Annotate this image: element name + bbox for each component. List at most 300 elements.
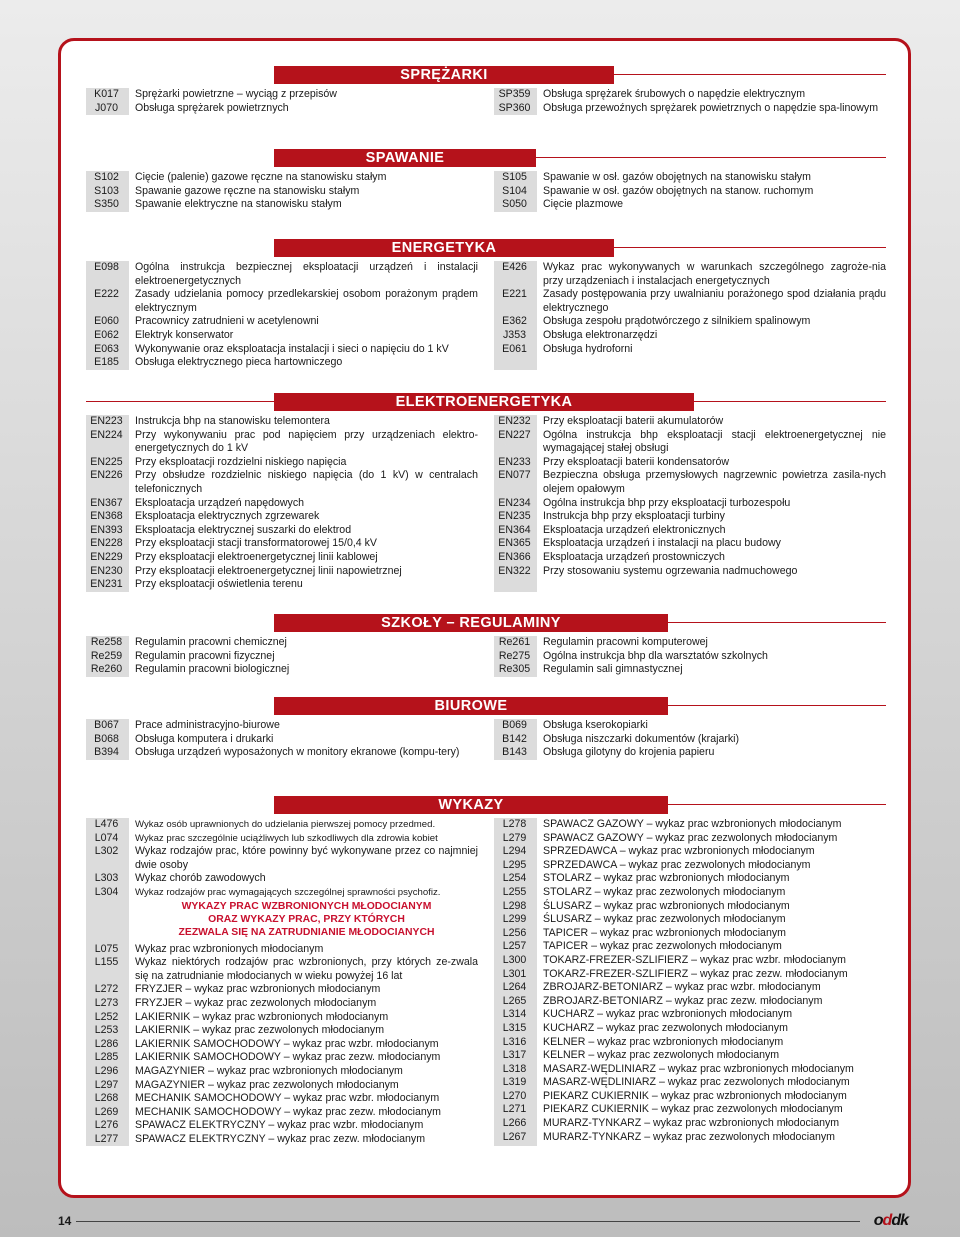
item-code: EN364 [498,523,531,536]
wykazy-left-column [86,818,478,1146]
item-title: Obsługa elektronarzędzi [543,328,658,341]
list-item [86,636,478,650]
list-item [86,329,478,343]
item-code: L155 [94,956,119,969]
item-title: Przy eksploatacji oświetlenia terenu [135,578,303,591]
item-code: SP359 [498,88,531,100]
item-code: L271 [502,1103,527,1116]
item-code: Re305 [498,663,531,676]
item-code: EN233 [498,455,531,468]
item-title: SPAWACZ GAZOWY – wykaz prac zezwolonych młodocianym [543,831,838,844]
list-item [494,913,886,927]
list-item [86,818,478,832]
item-code: E362 [502,315,527,328]
item-title: Obsługa sprężarek śrubowych o napędzie elektrycznym [543,88,806,100]
item-code: L255 [502,885,527,898]
list-item [86,1119,478,1133]
item-code: S103 [94,184,119,197]
item-code: E062 [94,328,119,341]
item-title: MAGAZYNIER – wykaz prac wzbronionych młodocianym [135,1064,403,1077]
list-item [494,886,886,900]
item-code: L254 [502,872,527,885]
list-item [494,636,886,650]
item-title: Spawanie elektryczne na stanowisku stałym [135,198,342,211]
item-title: Ogólna instrukcja bhp przy eksploatacji turbozespołu [543,496,791,509]
item-code: EN230 [90,564,123,577]
item-title: Obsługa gilotyny do krojenia papieru [543,746,715,759]
item-code: L253 [94,1024,119,1037]
item-code: L476 [94,818,119,830]
item-title: Regulamin pracowni komputerowej [543,636,708,648]
right-column [494,719,886,760]
item-title: Obsługa niszczarki dokumentów (krajarki) [543,732,740,745]
item-title: Zasady postępowania przy uwalnianiu porażonego spod działania prądu elektrycznego [543,288,886,314]
item-code: L295 [502,858,527,871]
list-item [494,1103,886,1117]
left-column [86,636,478,677]
item-title: SPAWACZ ELEKTRYCZNY – wykaz prac zezw. młodocianym [135,1132,426,1145]
item-title: Eksploatacja urządzeń elektronicznych [543,523,726,536]
item-title: KELNER – wykaz prac zezwolonych młodocianym [543,1049,780,1062]
item-title: TOKARZ-FREZER-SZLIFIERZ – wykaz prac zezw. młodocianym [543,967,848,980]
item-title: MURARZ-TYNKARZ – wykaz prac wzbronionych młodocianym [543,1117,840,1130]
list-item [494,469,886,496]
item-title: Eksploatacja urządzeń prostowniczych [543,550,725,563]
section-wykazy [86,796,886,1146]
list-item [494,954,886,968]
item-title: Obsługa sprężarek powietrznych [135,101,289,114]
item-title: MAGAZYNIER – wykaz prac zezwolonych młodocianym [135,1078,399,1091]
item-code: EN366 [498,550,531,563]
item-title: Eksploatacja urządzeń napędowych [135,496,305,509]
list-item [86,872,478,886]
item-code: J070 [95,101,118,114]
item-title: Sprężarki powietrzne – wyciąg z przepisów [135,88,337,100]
item-code: EN232 [498,415,531,427]
brand-logo: oddk [873,1212,908,1229]
item-title: Spawanie w osł. gazów obojętnych na stanowisku stałym [543,171,811,183]
item-code: E061 [502,342,527,355]
item-title: Przy eksploatacji elektroenergetycznej linii napowietrznej [135,564,402,577]
item-code: L268 [94,1092,119,1105]
section-header [86,614,886,632]
item-code: L294 [502,845,527,858]
list-item [86,983,478,997]
list-item [494,551,886,565]
right-column [494,261,886,370]
item-code: E063 [94,342,119,355]
item-code: B067 [94,719,119,731]
item-title: LAKIERNIK SAMOCHODOWY – wykaz prac wzbr. młodocianym [135,1037,439,1050]
section-title: WYKAZY [274,796,668,814]
item-code: L314 [502,1008,527,1021]
item-title: STOLARZ – wykaz prac wzbronionych młodocianym [543,872,790,885]
left-column [86,171,478,212]
section-title: SPRĘŻARKI [274,66,614,84]
list-item [494,1131,886,1145]
item-title: Przy eksploatacji rozdzielni niskiego napięcia [135,455,347,468]
item-title: STOLARZ – wykaz prac zezwolonych młodocianym [543,885,786,898]
item-code: L286 [94,1037,119,1050]
item-code: L298 [502,899,527,912]
item-code: L269 [94,1105,119,1118]
item-title: Wykaz prac wzbronionych młodocianym [135,942,324,955]
item-code: EN234 [498,496,531,509]
section-title: SPAWANIE [274,149,536,167]
section-szkoly [86,614,886,677]
list-item [494,650,886,664]
item-title: Przy eksploatacji baterii kondensatorów [543,455,730,468]
list-item [494,663,886,677]
list-item [494,1008,886,1022]
item-code: E185 [94,356,119,369]
list-item [86,1133,478,1147]
item-title: Wykaz chorób zawodowych [135,872,266,885]
list-item [494,537,886,551]
item-title: Przy eksploatacji stacji transformatorowej 15/0,4 kV [135,537,377,550]
list-item [86,663,478,677]
item-title: Przy stosowaniu systemu ogrzewania nadmuchowego [543,564,798,577]
list-item [494,524,886,538]
item-code: L278 [502,818,527,830]
section-header [86,149,886,167]
list-item [86,198,478,212]
item-title: Regulamin sali gimnastycznej [543,663,683,676]
section-title: ELEKTROENERGETYKA [274,393,694,411]
item-title: ŚLUSARZ – wykaz prac wzbronionych młodocianym [543,899,790,912]
list-item [86,1106,478,1120]
item-code: EN223 [90,415,123,427]
item-title: Elektryk konserwator [135,328,234,341]
item-code: EN322 [498,564,531,577]
item-title: Obsługa urządzeń wyposażonych w monitory ekranowe (kompu-tery) [135,746,460,759]
list-item [86,832,478,846]
list-item [494,995,886,1009]
section-title: SZKOŁY – REGULAMINY [274,614,668,632]
item-title: ŚLUSARZ – wykaz prac zezwolonych młodocianym [543,913,786,926]
item-title: Spawanie w osł. gazów obojętnych na stanow. ruchomym [543,184,814,197]
item-code: B069 [502,719,527,731]
list-item [86,510,478,524]
item-title: LAKIERNIK – wykaz prac wzbronionych młodocianym [135,1010,389,1023]
item-code: EN228 [90,537,123,550]
list-item [86,565,478,579]
list-item [494,1022,886,1036]
list-item [86,537,478,551]
list-item [86,650,478,664]
item-code: J353 [503,328,526,341]
item-code: Re259 [90,649,123,662]
list-item [494,343,886,357]
list-item [494,497,886,511]
list-item [494,102,886,116]
list-item [86,719,478,733]
item-title: Eksploatacja elektrycznych zgrzewarek [135,510,320,523]
item-code: L267 [502,1130,527,1143]
item-code: L317 [502,1049,527,1062]
list-item [494,565,886,579]
item-code: S104 [502,184,527,197]
list-item [494,832,886,846]
item-code: B068 [94,732,119,745]
left-column [86,261,478,370]
item-title: Obsługa przewoźnych sprężarek powietrznych o napędzie spa-linowym [543,101,879,114]
list-item [494,1049,886,1063]
left-column [86,719,478,760]
item-code: L297 [94,1078,119,1091]
section-header [86,66,886,84]
item-title: KUCHARZ – wykaz prac wzbronionych młodocianym [543,1008,793,1021]
item-title: Przy wykonywaniu prac pod napięciem przy urządzeniach elektro-energetycznych do 1 kV [135,428,478,455]
list-item [86,524,478,538]
page-footer [0,1212,960,1232]
list-item [494,171,886,185]
list-item [494,900,886,914]
list-item [86,578,478,592]
section-energetyka [86,239,886,370]
list-item [86,171,478,185]
item-title: Obsługa elektrycznego pieca hartowniczego [135,356,343,369]
item-code: L074 [94,831,119,844]
list-item [86,315,478,329]
list-item [494,510,886,524]
list-item [494,456,886,470]
item-code: L303 [94,872,119,885]
item-title: TAPICER – wykaz prac zezwolonych młodocianym [543,940,782,953]
item-title: FRYZJER – wykaz prac zezwolonych młodocianym [135,996,377,1009]
item-code: E060 [94,315,119,328]
red-note-line: WYKAZY PRAC WZBRONIONYCH MŁODOCIANYM [181,900,432,912]
item-code: EN226 [90,469,123,482]
list-item [86,1051,478,1065]
item-title: Regulamin pracowni biologicznej [135,663,290,676]
list-item [86,469,478,496]
item-code: EN229 [90,550,123,563]
item-title: Cięcie plazmowe [543,198,624,211]
item-code: L279 [502,831,527,844]
item-code: K017 [94,88,119,100]
item-code: EN224 [90,428,123,441]
item-title: SPAWACZ GAZOWY – wykaz prac wzbronionych młodocianym [543,818,842,830]
catalog-page [58,38,911,1198]
item-code: EN077 [498,469,531,482]
list-item [86,1038,478,1052]
list-item [86,733,478,747]
item-title: Przy obsłudze rozdzielnic niskiego napięcia (do 1 kV) w centralach telefonicznych [135,469,478,495]
item-title: MASARZ-WĘDLINIARZ – wykaz prac wzbronionych młodocianym [543,1062,854,1075]
item-title: Bezpieczna obsługa przemysłowych nagrzewnic powietrza zasila-nych olejem opałowym [543,469,886,495]
item-title: Przy eksploatacji elektroenergetycznej linii kablowej [135,550,378,563]
list-item [86,1011,478,1025]
item-code: L300 [502,953,527,966]
red-note-line: ORAZ WYKAZY PRAC, PRZY KTÓRYCH [208,913,405,925]
item-code: B394 [94,746,119,759]
section-title: ENERGETYKA [274,239,614,257]
list-item [86,956,478,983]
item-title: Wykaz niektórych rodzajów prac wzbronionych, przy których ze-zwala się na zatrudnianie młodocianych w wieku powyżej 16 lat [135,956,478,982]
item-title: Regulamin pracowni fizycznej [135,649,275,662]
list-item [86,429,478,456]
list-item [86,1024,478,1038]
item-code: L315 [502,1021,527,1034]
item-code: S050 [502,198,527,211]
item-title: Wykaz osób uprawnionych do udzielania pierwszej pomocy przedmed. [135,819,436,830]
item-title: Obsługa kserokopiarki [543,719,648,731]
item-code: L270 [502,1089,527,1102]
item-code: SP360 [498,101,531,114]
list-item [494,719,886,733]
list-item [86,551,478,565]
item-title: FRYZJER – wykaz prac wzbronionych młodocianym [135,983,381,996]
item-title: Instrukcja bhp na stanowisku telemontera [135,415,330,427]
item-title: MASARZ-WĘDLINIARZ – wykaz prac zezwolonych młodocianym [543,1076,850,1089]
list-item [494,185,886,199]
list-item [494,1063,886,1077]
item-code: E221 [502,288,527,301]
list-item [494,261,886,288]
list-item [494,1117,886,1131]
list-item [494,746,886,760]
item-title: Wykaz rodzajów prac, które powinny być wykonywane przez co najmniej dwie osoby [135,845,478,871]
item-title: Ogólna instrukcja bhp eksploatacji stacji elektroenergetycznej nie wymagającej stałej obsługi [543,428,886,455]
list-item [494,288,886,315]
right-column [494,415,886,592]
section-header [86,393,886,411]
item-code: EN367 [90,496,123,509]
item-code: EN225 [90,455,123,468]
item-title: ZBROJARZ-BETONIARZ – wykaz prac wzbr. młodocianym [543,981,821,994]
list-item [494,415,886,429]
list-item [494,315,886,329]
left-column [86,415,478,592]
item-title: Eksploatacja elektrycznej suszarki do elektrod [135,523,352,536]
list-item [86,943,478,957]
item-title: MECHANIK SAMOCHODOWY – wykaz prac zezw. młodocianym [135,1105,441,1118]
list-item [86,997,478,1011]
list-item [494,329,886,343]
list-item [86,88,478,102]
list-item [86,1079,478,1093]
item-code: L319 [502,1076,527,1089]
item-code: L318 [502,1062,527,1075]
item-title: SPAWACZ ELEKTRYCZNY – wykaz prac wzbr. młodocianym [135,1119,424,1132]
item-code: EN227 [498,428,531,441]
item-code: L257 [502,940,527,953]
item-title: LAKIERNIK SAMOCHODOWY – wykaz prac zezw. młodocianym [135,1051,441,1064]
item-title: Instrukcja bhp przy eksploatacji turbiny [543,510,725,523]
item-code: L273 [94,996,119,1009]
list-item [86,886,478,900]
list-item [494,429,886,456]
item-title: Wykaz prac wykonywanych w warunkach szczególnego zagroże-nia przy urządzeniach i instalacjach energetycznych [543,261,886,287]
section-header [86,796,886,814]
list-item [494,1036,886,1050]
item-title: SPRZEDAWCA – wykaz prac zezwolonych młodocianym [543,858,811,871]
page-number: 14 [58,1214,72,1228]
item-code: L252 [94,1010,119,1023]
item-code: L266 [502,1117,527,1130]
item-code: L256 [502,926,527,939]
item-code: S350 [94,198,119,211]
item-title: Obsługa komputera i drukarki [135,732,274,745]
item-title: Wykonywanie oraz eksploatacja instalacji i sieci o napięciu do 1 kV [135,342,449,355]
item-title: PIEKARZ CUKIERNIK – wykaz prac zezwolonych młodocianym [543,1103,843,1116]
item-title: KELNER – wykaz prac wzbronionych młodocianym [543,1035,784,1048]
item-code: L299 [502,913,527,926]
item-code: L272 [94,983,119,996]
list-item [494,845,886,859]
item-title: Obsługa hydroforni [543,342,633,355]
list-item [86,288,478,315]
list-item [494,927,886,941]
item-title: Obsługa zespołu prądotwórczego z silnikiem spalinowym [543,315,811,328]
list-item [494,968,886,982]
item-title: Regulamin pracowni chemicznej [135,636,287,648]
item-title: Ogólna instrukcja bezpiecznej eksploatacji urządzeń i instalacji elektroenergetycznych [135,261,478,287]
item-code: Re275 [498,649,531,662]
list-item [494,1076,886,1090]
item-title: LAKIERNIK – wykaz prac zezwolonych młodocianym [135,1024,385,1037]
item-code: Re261 [498,636,531,648]
item-title: ZBROJARZ-BETONIARZ – wykaz prac zezw. młodocianym [543,994,823,1007]
list-item [494,818,886,832]
section-header [86,697,886,715]
item-code: L075 [94,942,119,955]
list-item [86,102,478,116]
list-item [86,1092,478,1106]
list-item [494,733,886,747]
item-code: Re258 [90,636,123,648]
item-title: Prace administracyjno-biurowe [135,719,280,731]
item-code: S105 [502,171,527,183]
item-title: TOKARZ-FREZER-SZLIFIERZ – wykaz prac wzbr. młodocianym [543,953,846,966]
item-code: L264 [502,981,527,994]
section-title: BIUROWE [274,697,668,715]
item-code: B143 [502,746,527,759]
left-column [86,88,478,115]
item-code: L285 [94,1051,119,1064]
item-title: Wykaz prac szczególnie uciążliwych lub szkodliwych dla zdrowia kobiet [135,832,438,844]
item-code: L301 [502,967,527,980]
item-title: Eksploatacja urządzeń i instalacji na placu budowy [543,537,781,550]
item-code: EN393 [90,523,123,536]
list-item [494,198,886,212]
wykazy-right-column [494,818,886,1146]
item-code: E098 [94,261,119,273]
item-code: E426 [502,261,527,273]
item-code: L277 [94,1132,119,1145]
list-item [86,261,478,288]
list-item [86,456,478,470]
item-title: MURARZ-TYNKARZ – wykaz prac zezwolonych młodocianym [543,1130,835,1143]
item-code: L304 [94,885,119,898]
list-item [494,1090,886,1104]
item-title: Spawanie gazowe ręczne na stanowisku stałym [135,184,360,197]
item-title: Przy eksploatacji baterii akumulatorów [543,415,724,427]
item-code: Re260 [90,663,123,676]
list-item [494,872,886,886]
item-title: SPRZEDAWCA – wykaz prac wzbronionych młodocianym [543,845,815,858]
item-title: Zasady udzielania pomocy przedlekarskiej osobom porażonym prądem elektrycznym [135,288,478,314]
right-column [494,88,886,115]
item-title: Ogólna instrukcja bhp dla warsztatów szkolnych [543,649,768,662]
item-code: L302 [94,845,119,858]
item-code: B142 [502,732,527,745]
right-column [494,171,886,212]
item-code: L276 [94,1119,119,1132]
item-code: EN231 [90,578,123,591]
item-title: KUCHARZ – wykaz prac zezwolonych młodocianym [543,1021,788,1034]
